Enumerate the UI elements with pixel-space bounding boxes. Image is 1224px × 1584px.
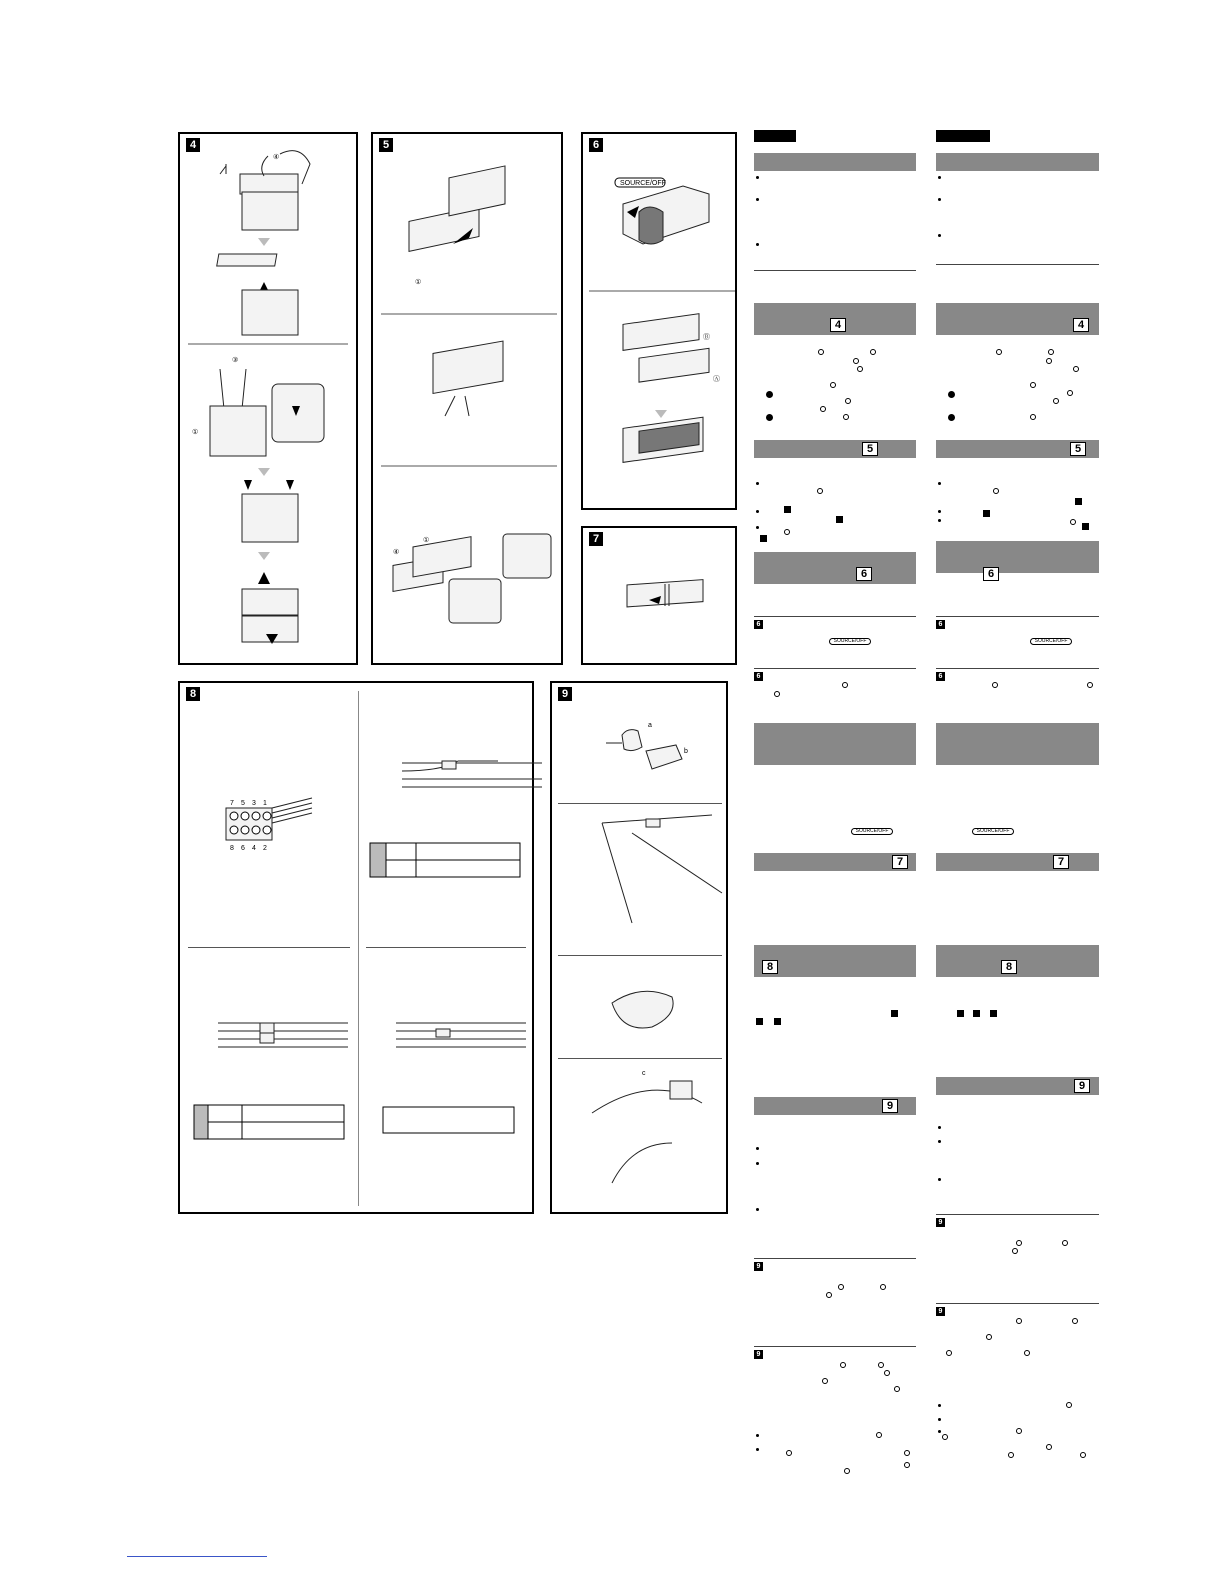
figure-9-callout-c: c — [642, 1070, 646, 1077]
section-bar-number: 4 — [830, 318, 846, 332]
section-bar-number: 6 — [856, 567, 872, 581]
section-bar-number: 9 — [1074, 1079, 1090, 1093]
subsection-number: 6 — [754, 620, 763, 629]
figure-6-callout-b: Ⓑ — [703, 334, 710, 341]
section-bar-number: 5 — [1070, 442, 1086, 456]
section-bar-number: 4 — [1073, 318, 1089, 332]
section-bar — [936, 153, 1099, 171]
pin-label-7: 7 — [230, 800, 234, 807]
figure-5-drawing — [373, 134, 561, 663]
pin-label-4: 4 — [252, 845, 256, 852]
figure-6-callout-a: Ⓐ — [713, 376, 720, 383]
figure-9-callout-a: a — [648, 722, 652, 729]
figure-7-number: 7 — [589, 532, 603, 546]
figure-6-drawing — [583, 134, 735, 508]
figure-6-panel — [581, 132, 737, 510]
subsection-number: 9 — [754, 1350, 763, 1359]
language-tab-2 — [936, 130, 990, 142]
figure-7-panel — [581, 526, 737, 665]
source-off-button: SOURCE/OFF — [851, 828, 893, 835]
figure-8-number: 8 — [186, 687, 200, 701]
section-bar — [754, 723, 916, 765]
section-bar-number: 5 — [862, 442, 878, 456]
source-off-button: SOURCE/OFF — [1030, 638, 1072, 645]
subsection-number: 9 — [936, 1218, 945, 1227]
section-bar-number: 7 — [892, 855, 908, 869]
figure-4-drawing — [180, 134, 356, 663]
figure-7-drawing — [583, 528, 735, 663]
pin-label-2: 2 — [263, 845, 267, 852]
section-bar-8 — [754, 945, 916, 977]
figure-5-callout-4: ④ — [393, 549, 400, 556]
section-bar-number: 7 — [1053, 855, 1069, 869]
pin-label-5: 5 — [241, 800, 245, 807]
figure-9-panel — [550, 681, 728, 1214]
footer-link-underline[interactable] — [127, 1556, 267, 1557]
figure-5-number: 5 — [379, 138, 393, 152]
subsection-number: 9 — [936, 1307, 945, 1316]
subsection-number: 6 — [754, 672, 763, 681]
source-off-button: SOURCE/OFF — [972, 828, 1014, 835]
figure-9-callout-b: b — [684, 748, 688, 755]
section-bar-5 — [754, 440, 916, 458]
figure-4-callout-3: ③ — [232, 357, 239, 364]
figure-6-number: 6 — [589, 138, 603, 152]
figure-9-drawing — [552, 683, 726, 1212]
figure-9-number: 9 — [558, 687, 572, 701]
figure-6-button-label: SOURCE/OFF — [620, 180, 666, 187]
pin-label-6: 6 — [241, 845, 245, 852]
figure-4-callout-1: ① — [192, 429, 199, 436]
figure-8-drawing — [180, 683, 532, 1212]
section-bar — [936, 723, 1099, 765]
figure-4-callout-4: ④ — [273, 154, 280, 161]
section-bar-6 — [936, 541, 1099, 573]
figure-5-callout-1a: ① — [415, 279, 422, 286]
section-bar-number: 9 — [882, 1099, 898, 1113]
pin-label-1: 1 — [263, 800, 267, 807]
section-bar-7 — [936, 853, 1099, 871]
subsection-number: 6 — [936, 620, 945, 629]
section-bar-8 — [936, 945, 1099, 977]
section-bar — [754, 153, 916, 171]
pin-label-8: 8 — [230, 845, 234, 852]
section-bar-number: 8 — [762, 960, 778, 974]
figure-4-number: 4 — [186, 138, 200, 152]
section-bar-number: 6 — [983, 567, 999, 581]
subsection-number: 6 — [936, 672, 945, 681]
figure-8-panel — [178, 681, 534, 1214]
figure-4-panel — [178, 132, 358, 665]
language-tab-1 — [754, 130, 796, 142]
subsection-number: 9 — [754, 1262, 763, 1271]
pin-label-3: 3 — [252, 800, 256, 807]
figure-5-panel — [371, 132, 563, 665]
section-bar-number: 8 — [1001, 960, 1017, 974]
source-off-button: SOURCE/OFF — [829, 638, 871, 645]
section-bar-6 — [754, 552, 916, 584]
figure-5-callout-1b: ① — [423, 537, 430, 544]
